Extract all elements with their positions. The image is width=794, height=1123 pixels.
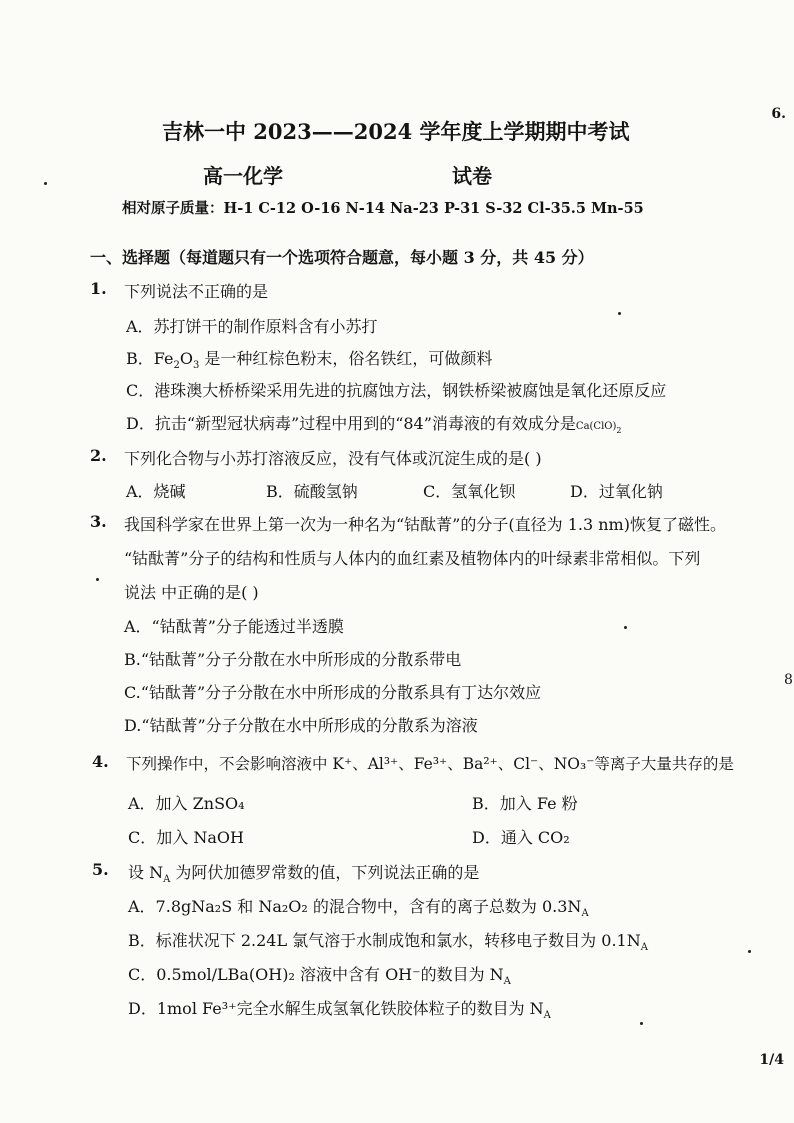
question-number: 2. (90, 446, 107, 465)
option-c-text: C．0.5mol/LBa(OH)₂ 溶液中含有 OH⁻的数目为 N (128, 965, 504, 984)
scan-speck (618, 312, 621, 315)
option-b (128, 928, 648, 953)
option-d-text: D．抗击“新型冠状病毒”过程中用到的“84”消毒液的有效成分是 (126, 414, 576, 433)
question-number: 4. (92, 752, 109, 771)
option-c: C．氢氧化钡 (423, 482, 516, 501)
option-d-text: D．1mol Fe³⁺完全水解生成氢氧化铁胶体粒子的数目为 N (128, 999, 544, 1018)
subscript: 3 (192, 360, 200, 372)
question-stem (128, 860, 479, 885)
option-d (126, 411, 621, 435)
option-b: B．硫酸氢钠 (266, 482, 358, 501)
exam-title: 吉林一中 2023——2024 学年度上学期期中考试 (162, 119, 630, 144)
option-a: A．烧碱 (126, 482, 186, 501)
scan-speck (748, 950, 751, 953)
question-stem-line3: 说法 中正确的是( ) (124, 583, 259, 602)
margin-mark: 8 (784, 672, 793, 688)
option-c: C．港珠澳大桥桥梁采用先进的抗腐蚀方法，钢铁桥梁被腐蚀是氧化还原反应 (126, 381, 667, 400)
subscript: A (503, 976, 511, 988)
question-number: 1. (90, 279, 107, 298)
scan-speck (44, 182, 47, 185)
option-c (128, 962, 511, 987)
stem-pre: 设 N (128, 863, 164, 882)
section-heading: 一、选择题（每道题只有一个选项符合题意，每小题 3 分，共 45 分） (90, 248, 594, 267)
scan-speck (96, 578, 99, 581)
subscript: A (163, 874, 171, 886)
stem-post: 为阿伏加德罗常数的值，下列说法正确的是 (170, 863, 480, 882)
question-stem: 下列操作中，不会影响溶液中 K⁺、Al³⁺、Fe³⁺、Ba²⁺、Cl⁻、NO₃⁻等离子大量共存的是 (126, 755, 734, 773)
option-a-text: A．7.8gNa₂S 和 Na₂O₂ 的混合物中，含有的离子总数为 0.3N (128, 897, 582, 916)
option-d: D．通入 CO₂ (472, 828, 570, 847)
scan-speck (640, 1022, 643, 1025)
question-stem-line2: “钴酞菁”分子的结构和性质与人体内的血红素及植物体内的叶绿素非常相似。下列 (124, 549, 701, 568)
option-a (128, 894, 589, 919)
atomic-masses: 相对原子质量：H-1 C-12 O-16 N-14 Na-23 P-31 S-32 Cl-35.5 Mn-55 (122, 200, 644, 217)
subject-label: 高一化学 (203, 164, 283, 188)
paper-label: 试卷 (452, 164, 492, 188)
option-b-post: 是一种红棕色粉末，俗名铁红，可做颜料 (199, 349, 493, 368)
formula: Ca(ClO) (575, 421, 617, 432)
scan-speck (624, 626, 627, 629)
subscript: 2 (616, 426, 622, 436)
option-b-pre: B．Fe (126, 349, 174, 368)
option-b: B.“钴酞菁”分子分散在水中所形成的分散系带电 (124, 650, 462, 669)
subscript: A (581, 908, 589, 920)
option-d: D.“钴酞菁”分子分散在水中所形成的分散系为溶液 (124, 716, 478, 735)
question-stem: 下列化合物与小苏打溶液反应，没有气体或沉淀生成的是( ) (124, 449, 542, 468)
question-stem-line1: 我国科学家在世界上第一次为一种名为“钴酞菁”的分子(直径为 1.3 nm)恢复了磁性。 (124, 515, 726, 534)
option-b: B．加入 Fe 粉 (472, 794, 578, 813)
corner-number: 6. (771, 106, 786, 122)
option-d: D．过氧化钠 (570, 482, 663, 501)
question-number: 5. (92, 860, 109, 879)
option-a: A．加入 ZnSO₄ (128, 794, 245, 813)
question-stem: 下列说法不正确的是 (124, 282, 269, 301)
option-a: A．“钴酞菁”分子能透过半透膜 (124, 617, 344, 636)
option-d (128, 996, 551, 1021)
option-c: C.“钴酞菁”分子分散在水中所形成的分散系具有丁达尔效应 (124, 683, 542, 702)
subscript: A (640, 942, 648, 954)
option-b-text: B．标准状况下 2.24L 氯气溶于水制成饱和氯水，转移电子数目为 0.1N (128, 931, 641, 950)
subscript: A (543, 1010, 551, 1022)
page-number: 1/4 (759, 1052, 784, 1068)
subscript: 2 (173, 360, 180, 372)
question-number: 3. (90, 512, 107, 531)
option-b-mid: O (179, 349, 193, 368)
option-b (126, 346, 492, 371)
option-a: A．苏打饼干的制作原料含有小苏打 (126, 317, 378, 336)
option-c: C．加入 NaOH (128, 828, 244, 847)
